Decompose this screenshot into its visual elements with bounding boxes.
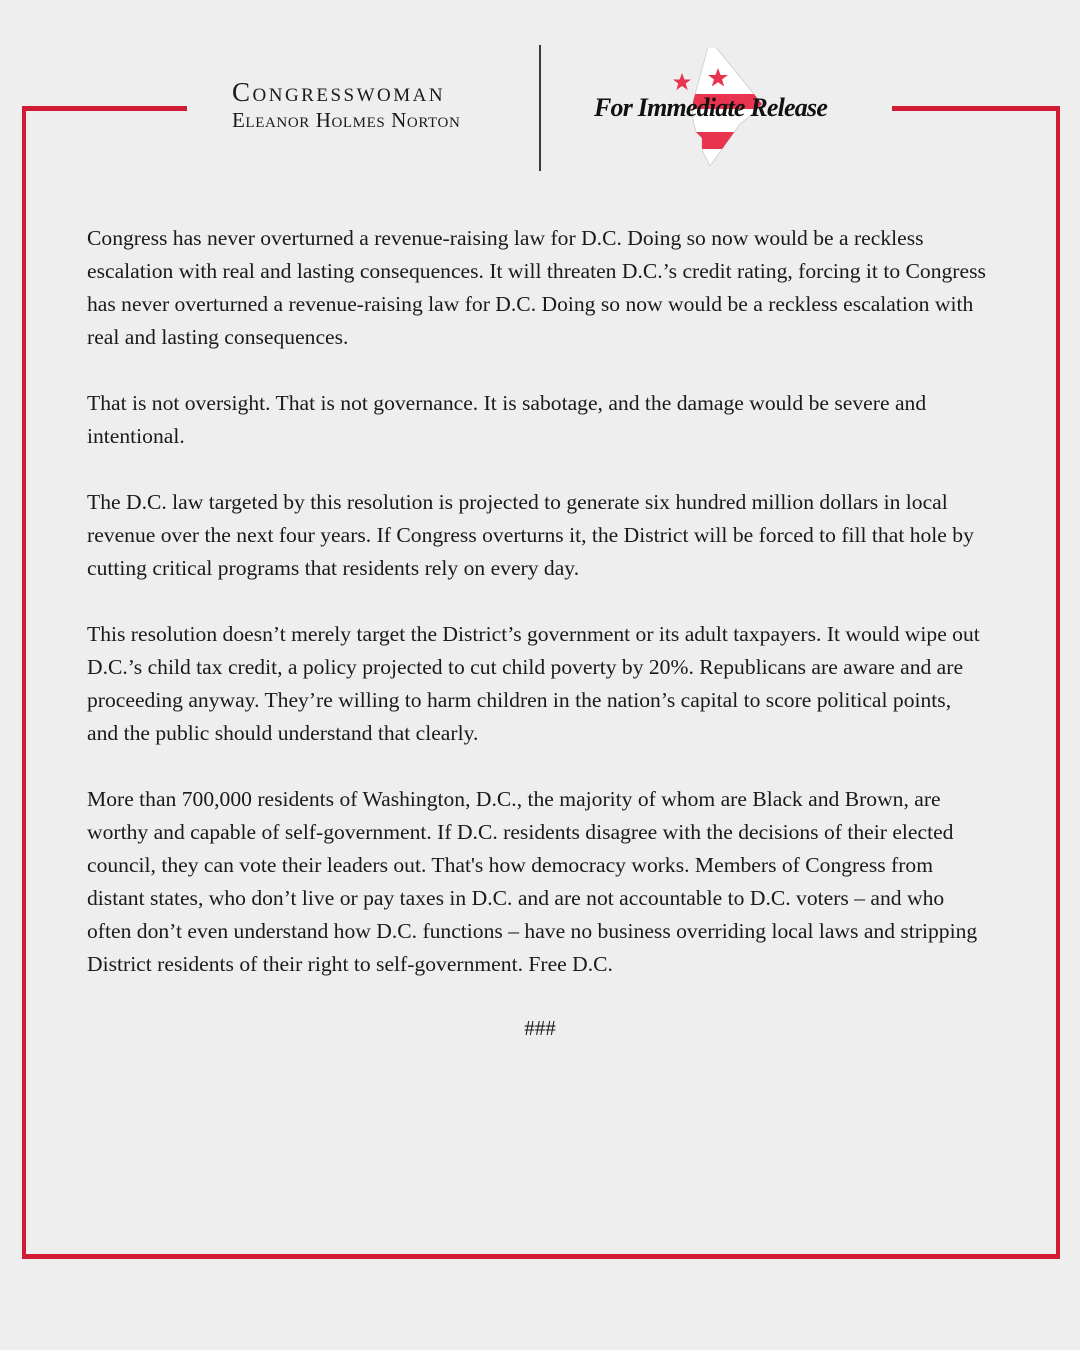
release-label: For Immediate Release <box>594 93 828 122</box>
paragraph: More than 700,000 residents of Washington, D.C., the majority of whom are Black and Brown, are worthy and capable of self-government. If D.C. residents disagree with the decisions of their elected council, they can vote their leaders out. That's how democracy works. Members of Congress from distant states, who don’t live or pay taxes in D.C. and are not accountable to D.C. voters – and who often don’t even understand how D.C. functions – have no business overriding local laws and stripping District residents of their right to self-government. Free D.C. <box>87 787 978 976</box>
frame-border-top-left <box>22 106 187 111</box>
letterhead <box>232 78 460 134</box>
letterhead-title: Congresswoman <box>232 77 446 107</box>
paragraph: The D.C. law targeted by this resolution is projected to generate six hundred million dollars in local revenue over the next four years. If Congress overturns it, the District will be forced to fill that hole by cutting critical programs that residents rely on every day. <box>87 490 974 580</box>
header-divider <box>539 45 541 171</box>
press-release-body <box>87 222 987 981</box>
frame-border-left <box>22 106 26 1259</box>
frame-border-right <box>1056 106 1060 1259</box>
frame-border-bottom <box>22 1254 1060 1259</box>
paragraph: That is not oversight. That is not governance. It is sabotage, and the damage would be severe and intentional. <box>87 391 927 448</box>
paragraph: Congress has never overturned a revenue-raising law for D.C. Doing so now would be a reckless escalation with real and lasting consequences. It will threaten D.C.’s credit rating, forcing it to Congress has never overturned a revenue-raising law for D.C. Doing so now would be a reckless escalation with real and lasting consequences. <box>87 226 986 349</box>
release-badge <box>590 48 850 176</box>
frame-border-top-right <box>892 106 1060 111</box>
paragraph: This resolution doesn’t merely target the District’s government or its adult taxpayers. It would wipe out D.C.’s child tax credit, a policy projected to cut child poverty by 20%. Republicans are aware and are proceeding anyway. They’re willing to harm children in the nation’s capital to score political points, and the public should understand that clearly. <box>87 622 980 745</box>
flag-stripe-bottom <box>670 132 790 149</box>
end-mark: ### <box>524 1016 556 1040</box>
flag-star-left <box>673 73 691 90</box>
letterhead-name: Eleanor Holmes Norton <box>232 108 461 132</box>
